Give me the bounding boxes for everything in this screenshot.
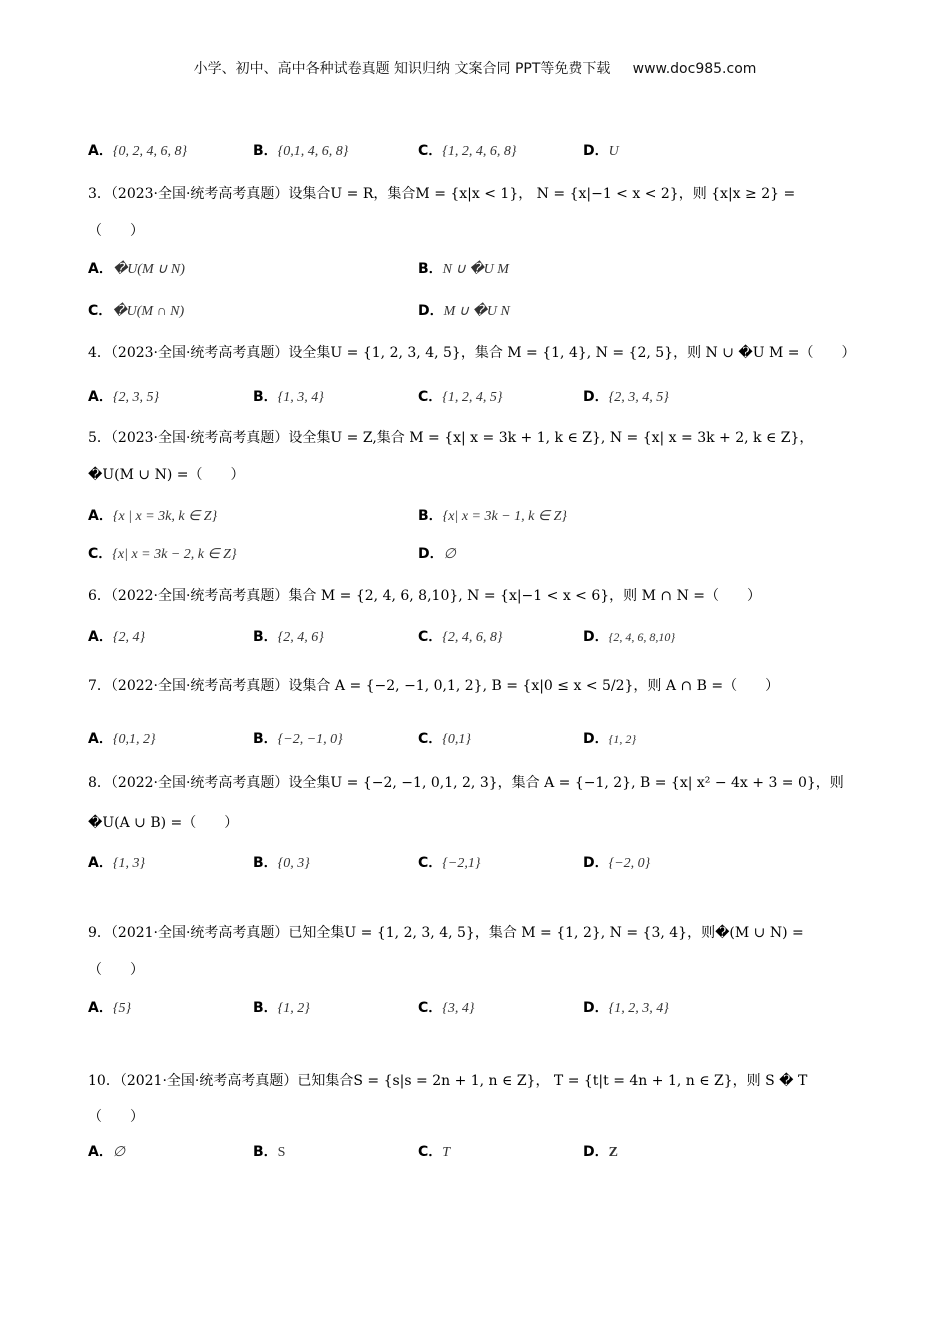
page-header <box>0 58 950 78</box>
q7-option-d: D．{1, 2} <box>583 731 637 747</box>
q7-option-c: C．{0,1} <box>418 731 471 747</box>
q2-option-a: A．{0, 2, 4, 6, 8} <box>88 143 188 159</box>
q7-option-b: B．{−2, −1, 0} <box>253 731 343 747</box>
q6-stem: 6．（2022·全国·统考高考真题）集合 M = {2, 4, 6, 8,10}, N = {x|−1 < x < 6}，则 M ∩ N =（ ） <box>88 588 762 604</box>
q9-option-b: B．{1, 2} <box>253 1000 310 1016</box>
q4-option-a: A．{2, 3, 5} <box>88 389 160 405</box>
header-text: 小学、初中、高中各种试卷真题 知识归纳 文案合同 PPT等免费下载 <box>193 61 611 77</box>
q6-option-d: D．{2, 4, 6, 8,10} <box>583 629 676 645</box>
q6-option-b: B．{2, 4, 6} <box>253 629 324 645</box>
q7-stem: 7．（2022·全国·统考高考真题）设集合 A = {−2, −1, 0,1, 2}, B = {x|0 ≤ x < 5/2}，则 A ∩ B =（ ） <box>88 678 780 694</box>
q5-option-c: C．{x| x = 3k − 2, k ∈ Z} <box>88 546 237 562</box>
q5-stem: 5．（2023·全国·统考高考真题）设全集U = Z,集合 M = {x| x = 3k + 1, k ∈ Z}, N = {x| x = 3k + 2, k ∈ Z}， <box>88 430 814 446</box>
q8-option-b: B．{0, 3} <box>253 855 310 871</box>
q3-stem: 3．（2023·全国·统考高考真题）设集合U = R，集合M = {x|x < 1}， N = {x|−1 < x < 2}，则 {x|x ≥ 2} = <box>88 186 796 202</box>
q10-option-d: D．Z <box>583 1144 618 1160</box>
q3-paren: （ ） <box>88 223 144 239</box>
q6-option-c: C．{2, 4, 6, 8} <box>418 629 503 645</box>
q5-option-d: D．∅ <box>418 546 456 562</box>
q6-option-a: A．{2, 4} <box>88 629 146 645</box>
q4-option-d: D．{2, 3, 4, 5} <box>583 389 669 405</box>
q9-paren: （ ） <box>88 962 144 978</box>
q5-stem-cont: �U(M ∪ N) =（ ） <box>88 467 245 483</box>
q8-stem: 8．（2022·全国·统考高考真题）设全集U = {−2, −1, 0,1, 2, 3}，集合 A = {−1, 2}, B = {x| x² − 4x + 3 = 0}，则 <box>88 775 844 791</box>
q10-option-b: B．S <box>253 1144 286 1160</box>
q4-option-b: B．{1, 3, 4} <box>253 389 324 405</box>
q3-option-b: B．N ∪ �U M <box>418 261 509 277</box>
q10-option-a: A．∅ <box>88 1144 126 1160</box>
q9-option-c: C．{3, 4} <box>418 1000 475 1016</box>
q8-option-a: A．{1, 3} <box>88 855 146 871</box>
q3-option-c: C．�U(M ∩ N) <box>88 303 185 319</box>
q4-option-c: C．{1, 2, 4, 5} <box>418 389 503 405</box>
q10-paren: （ ） <box>88 1109 144 1125</box>
q2-option-c: C．{1, 2, 4, 6, 8} <box>418 143 517 159</box>
q10-option-c: C．T <box>418 1144 451 1160</box>
q2-option-b: B．{0,1, 4, 6, 8} <box>253 143 349 159</box>
q7-option-a: A．{0,1, 2} <box>88 731 156 747</box>
q5-option-a: A．{x | x = 3k, k ∈ Z} <box>88 508 218 524</box>
header-url: www.doc985.com <box>632 61 757 77</box>
q9-option-a: A．{5} <box>88 1000 132 1016</box>
q5-option-b: B．{x| x = 3k − 1, k ∈ Z} <box>418 508 567 524</box>
q9-option-d: D．{1, 2, 3, 4} <box>583 1000 669 1016</box>
q3-option-a: A．�U(M ∪ N) <box>88 261 185 277</box>
q8-stem-cont: �U(A ∪ B) =（ ） <box>88 815 239 831</box>
q4-stem: 4．（2023·全国·统考高考真题）设全集U = {1, 2, 3, 4, 5}，集合 M = {1, 4}, N = {2, 5}，则 N ∪ �U M =（ ） <box>88 345 856 361</box>
q8-option-c: C．{−2,1} <box>418 855 481 871</box>
q9-stem: 9．（2021·全国·统考高考真题）已知全集U = {1, 2, 3, 4, 5}，集合 M = {1, 2}, N = {3, 4}，则�(M ∪ N) = <box>88 925 804 941</box>
q10-stem: 10．（2021·全国·统考高考真题）已知集合S = {s|s = 2n + 1, n ∈ Z}， T = {t|t = 4n + 1, n ∈ Z}，则 S � T <box>88 1073 808 1089</box>
q2-option-d: D．U <box>583 143 619 159</box>
q3-option-d: D．M ∪ �U N <box>418 303 510 319</box>
q8-option-d: D．{−2, 0} <box>583 855 651 871</box>
